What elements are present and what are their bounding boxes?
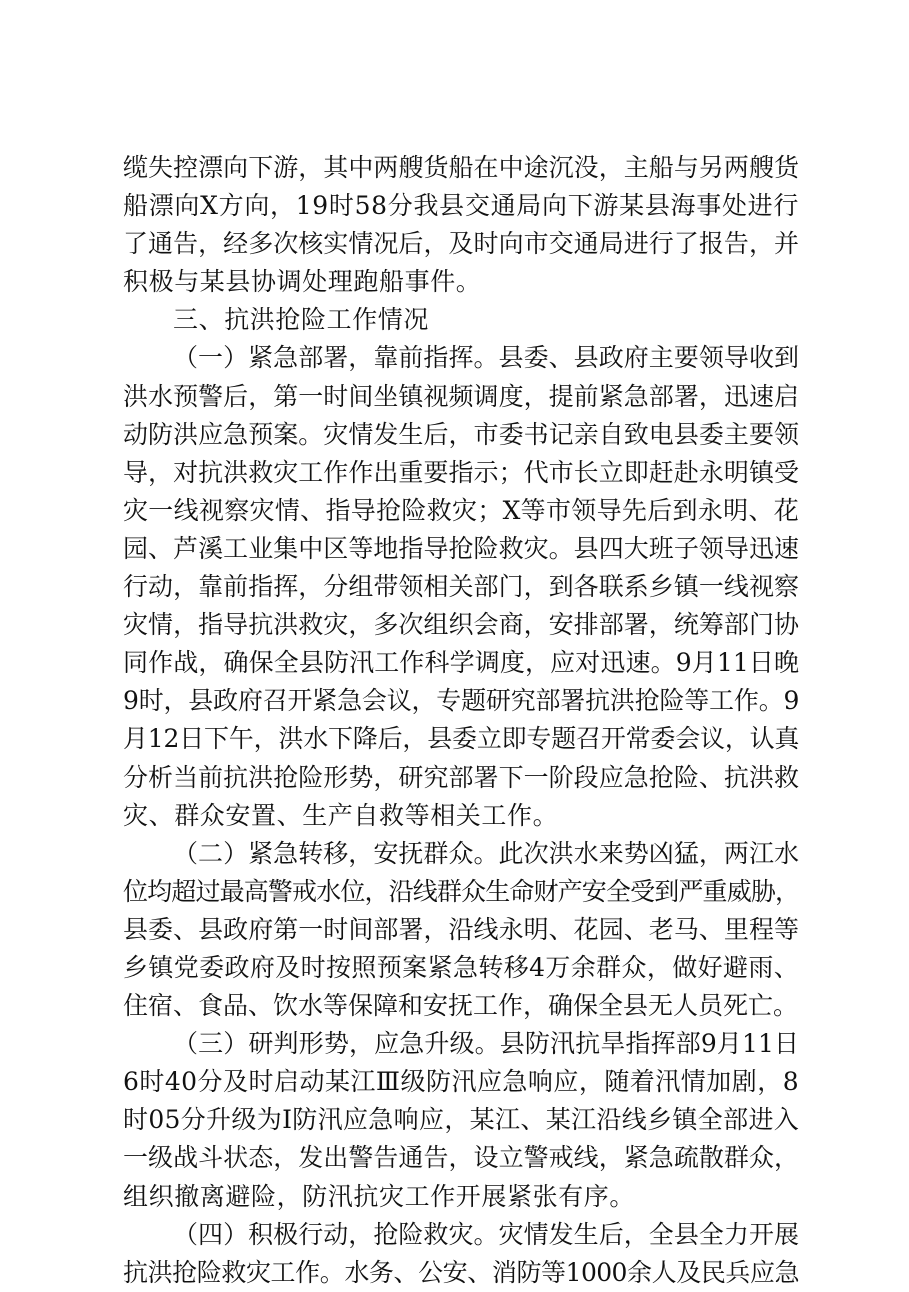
- text-line: 乡镇党委政府及时按照预案紧急转移4万余群众，做好避雨、: [123, 952, 799, 982]
- text-line: 行动，靠前指挥，分组带领相关部门，到各联系乡镇一线视察: [123, 572, 799, 602]
- text-line: 分析当前抗洪抢险形势，研究部署下一阶段应急抢险、抗洪救: [123, 762, 799, 792]
- text-line: 灾、群众安置、生产自救等相关工作。: [123, 800, 559, 830]
- text-line: （一）紧急部署，靠前指挥。县委、县政府主要领导收到: [173, 343, 799, 373]
- text-line: 园、芦溪工业集中区等地指导抢险救灾。县四大班子领导迅速: [123, 533, 799, 563]
- text-line: 灾情，指导抗洪救灾，多次组织会商，安排部署，统筹部门协: [123, 610, 799, 640]
- text-line: 位均超过最高警戒水位，沿线群众生命财产安全受到严重威胁，: [123, 876, 799, 906]
- text-line: 县委、县政府第一时间部署，沿线永明、花园、老马、里程等: [123, 914, 799, 944]
- text-line: 船漂向X方向，19时58分我县交通局向下游某县海事处进行: [123, 191, 799, 221]
- text-line: （四）积极行动，抢险救灾。灾情发生后，全县全力开展: [173, 1219, 799, 1249]
- text-line: 时05分升级为Ⅰ防汛应急响应，某江、某江沿线乡镇全部进入: [123, 1105, 799, 1135]
- text-line: 灾一线视察灾情、指导抢险救灾；X等市领导先后到永明、花: [123, 495, 799, 525]
- text-line: 9时，县政府召开紧急会议，专题研究部署抗洪抢险等工作。9: [123, 686, 800, 716]
- text-line: 抗洪抢险救灾工作。水务、公安、消防等1000余人及民兵应急: [123, 1257, 799, 1287]
- text-line: 同作战，确保全县防汛工作科学调度，应对迅速。9月11日晚: [123, 648, 799, 678]
- text-line: 一级战斗状态，发出警告通告，设立警戒线，紧急疏散群众，: [123, 1143, 799, 1173]
- text-line: 6时40分及时启动某江Ⅲ级防汛应急响应，随着汛情加剧，8: [123, 1067, 799, 1097]
- document-body: [123, 149, 799, 1292]
- text-line: 了通告，经多次核实情况后，及时向市交通局进行了报告，并: [123, 229, 799, 259]
- text-line: 缆失控漂向下游，其中两艘货船在中途沉没，主船与另两艘货: [123, 153, 799, 182]
- text-line: 组织撤离避险，防汛抗灾工作开展紧张有序。: [123, 1181, 636, 1211]
- section-heading: 三、抗洪抢险工作情况: [173, 305, 430, 335]
- text-line: （二）紧急转移，安抚群众。此次洪水来势凶猛，两江水: [173, 838, 799, 868]
- text-line: 导，对抗洪救灾工作作出重要指示；代市长立即赶赴永明镇受: [123, 457, 799, 487]
- text-line: （三）研判形势，应急升级。县防汛抗旱指挥部9月11日: [173, 1029, 799, 1059]
- text-line: 住宿、食品、饮水等保障和安抚工作，确保全县无人员死亡。: [123, 991, 799, 1021]
- text-line: 动防洪应急预案。灾情发生后，市委书记亲自致电县委主要领: [123, 419, 799, 449]
- text-line: 洪水预警后，第一时间坐镇视频调度，提前紧急部署，迅速启: [123, 381, 799, 411]
- text-line: 月12日下午，洪水下降后，县委立即专题召开常委会议，认真: [123, 724, 800, 754]
- text-line: 积极与某县协调处理跑船事件。: [123, 267, 482, 297]
